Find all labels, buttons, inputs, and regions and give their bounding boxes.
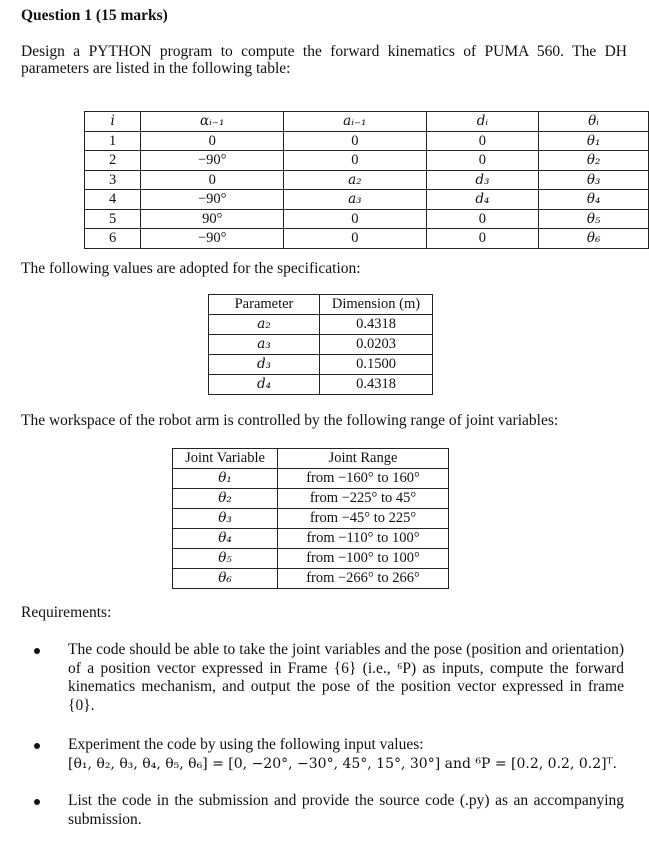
table-cell: d₄ (209, 375, 320, 395)
table-cell: θ₂ (539, 151, 649, 171)
table-cell: −90° (141, 190, 284, 210)
table-cell: 0 (284, 229, 426, 249)
table-cell: d₃ (209, 355, 320, 375)
table-cell: d₄ (426, 190, 539, 210)
table-cell: 4 (85, 190, 141, 210)
table-row (173, 569, 449, 589)
table-cell: 0 (284, 131, 426, 151)
table-cell: 0.1500 (320, 355, 433, 375)
table-cell: 0 (426, 209, 539, 229)
table-cell: from −225° to 45° (278, 489, 449, 509)
table-row (85, 131, 649, 151)
table-header-row (85, 112, 649, 132)
header-cell: Joint Variable (173, 449, 278, 469)
table-cell: θ₄ (173, 529, 278, 549)
table-cell: from −266° to 266° (278, 569, 449, 589)
table-row (173, 489, 449, 509)
table-cell: θ₆ (539, 229, 649, 249)
question-title: Question 1 (15 marks) (21, 7, 168, 24)
table-cell: 0 (426, 229, 539, 249)
requirements-label: Requirements: (21, 604, 112, 621)
table-row (85, 209, 649, 229)
header-cell: dᵢ (426, 112, 539, 132)
workspace-label: The workspace of the robot arm is controlled by the following range of joint variables: (21, 412, 559, 429)
table-cell: 0.4318 (320, 315, 433, 335)
table-row (209, 375, 433, 395)
table-cell: 1 (85, 131, 141, 151)
header-cell: aᵢ₋₁ (284, 112, 426, 132)
table-row (173, 549, 449, 569)
table-cell: θ₁ (539, 131, 649, 151)
table-cell: 0 (426, 131, 539, 151)
table-cell: θ₅ (539, 209, 649, 229)
table-header-row (209, 295, 433, 315)
table-cell: 0 (284, 151, 426, 171)
table-row (173, 529, 449, 549)
table-row (209, 335, 433, 355)
table-cell: from −100° to 100° (278, 549, 449, 569)
list-item (68, 641, 624, 715)
table-cell: θ₃ (539, 170, 649, 190)
spec-table (208, 294, 433, 395)
list-item (68, 736, 624, 773)
intro-paragraph: Design a PYTHON program to compute the forward kinematics of PUMA 560. The DH parameters are listed in the following table: (21, 43, 627, 77)
table-row (85, 151, 649, 171)
header-cell: i (85, 112, 141, 132)
table-cell: θ₃ (173, 509, 278, 529)
table-cell: a₃ (209, 335, 320, 355)
table-cell: a₂ (284, 170, 426, 190)
table-cell: from −110° to 100° (278, 529, 449, 549)
table-cell: 6 (85, 229, 141, 249)
requirement-text: List the code in the submission and provide the source code (.py) as an accompanying submission. (68, 792, 624, 828)
table-cell: 3 (85, 170, 141, 190)
table-cell: d₃ (426, 170, 539, 190)
table-cell: 2 (85, 151, 141, 171)
input-equation: [θ₁, θ₂, θ₃, θ₄, θ₅, θ₆] = [0, −20°, −30°, 45°, 15°, 30°] and ⁶P = [0.2, 0.2, 0.2]ᵀ. (68, 755, 617, 772)
table-cell: 0 (141, 131, 284, 151)
table-cell: 0 (426, 151, 539, 171)
table-cell: θ₂ (173, 489, 278, 509)
table-cell: 5 (85, 209, 141, 229)
table-cell: 0 (284, 209, 426, 229)
table-row (209, 315, 433, 335)
table-row (173, 509, 449, 529)
table-cell: from −160° to 160° (278, 469, 449, 489)
table-cell: −90° (141, 151, 284, 171)
table-row (85, 170, 649, 190)
table-cell: −90° (141, 229, 284, 249)
table-row (209, 355, 433, 375)
table-row (85, 190, 649, 210)
list-item (68, 792, 624, 829)
header-cell: αᵢ₋₁ (141, 112, 284, 132)
header-cell: Parameter (209, 295, 320, 315)
table-cell: θ₆ (173, 569, 278, 589)
header-cell: Dimension (m) (320, 295, 433, 315)
table-header-row (173, 449, 449, 469)
requirement-text: Experiment the code by using the following input values: (68, 736, 424, 753)
table-row (85, 229, 649, 249)
spec-label: The following values are adopted for the specification: (21, 260, 361, 277)
table-cell: a₂ (209, 315, 320, 335)
requirement-text: The code should be able to take the joint variables and the pose (position and orientation) of a position vector expressed in Frame {6} (i.e., ⁶P) as inputs, compute the forward kinematics mechanism, and output the pose of the position vector expressed in frame {0}. (68, 641, 624, 714)
table-cell: θ₄ (539, 190, 649, 210)
dh-parameter-table (84, 111, 649, 249)
header-cell: Joint Range (278, 449, 449, 469)
header-cell: θᵢ (539, 112, 649, 132)
table-cell: a₃ (284, 190, 426, 210)
table-cell: θ₅ (173, 549, 278, 569)
table-cell: 0.4318 (320, 375, 433, 395)
table-cell: 0.0203 (320, 335, 433, 355)
table-cell: θ₁ (173, 469, 278, 489)
table-cell: 0 (141, 170, 284, 190)
joint-range-table (172, 448, 449, 589)
table-cell: 90° (141, 209, 284, 229)
table-row (173, 469, 449, 489)
table-cell: from −45° to 225° (278, 509, 449, 529)
